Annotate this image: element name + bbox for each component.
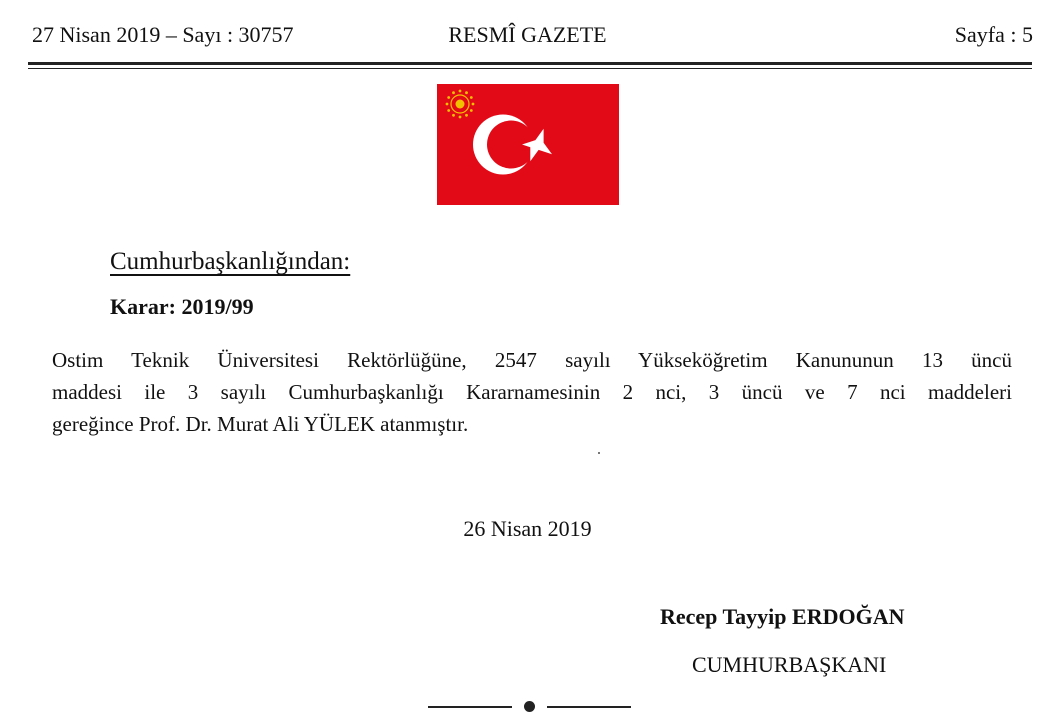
section-title: Cumhurbaşkanlığından: [110, 248, 351, 275]
decision-number: Karar: 2019/99 [110, 294, 254, 319]
header-rule-thin [28, 68, 1032, 69]
paragraph-line: gereğince Prof. Dr. Murat Ali YÜLEK atanmıştır. [52, 412, 469, 436]
gazette-title: RESMÎ GAZETE [448, 22, 607, 47]
separator-line-left [428, 706, 512, 708]
signatory-title: CUMHURBAŞKANI [692, 652, 887, 677]
decision-date: 26 Nisan 2019 [463, 516, 592, 541]
paragraph-line: maddesi ile 3 sayılı Cumhurbaşkanlığı Kararnamesinin 2 nci, 3 üncü ve 7 nci maddeleri [52, 380, 1012, 404]
issue-date-number: 27 Nisan 2019 – Sayı : 30757 [32, 22, 294, 47]
turkish-flag-icon [437, 84, 619, 205]
separator-line-right [547, 706, 631, 708]
page-number: Sayfa : 5 [954, 22, 1033, 47]
signatory-name: Recep Tayyip ERDOĞAN [660, 604, 905, 629]
decision-paragraph [52, 344, 1012, 440]
header-rule-thick [28, 62, 1032, 65]
paragraph-line: Ostim Teknik Üniversitesi Rektörlüğüne, 2547 sayılı Yükseköğretim Kanununun 13 üncü [52, 348, 1012, 372]
separator-dot-icon [524, 701, 535, 712]
scan-speck [598, 452, 600, 454]
